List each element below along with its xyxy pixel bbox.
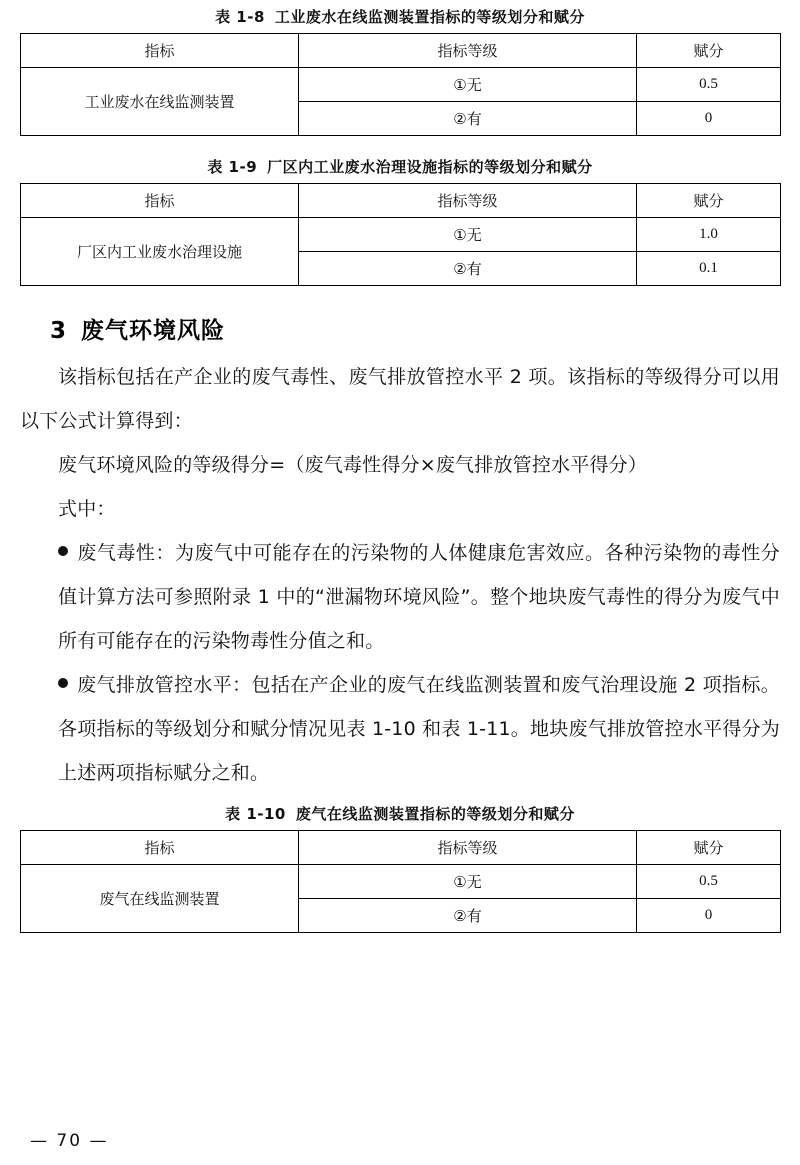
table-caption-1-8 bbox=[20, 6, 780, 27]
table-caption-text: 工业废水在线监测装置指标的等级划分和赋分 bbox=[274, 8, 585, 26]
header-score: 赋分 bbox=[637, 831, 781, 865]
bullet-text: 废气毒性：为废气中可能存在的污染物的人体健康危害效应。各种污染物的毒性分值计算方法可参照附录 1 中的“泄漏物环境风险”。整个地块废气毒性的得分为废气中所有可能存在的污染物毒性分值之和。 bbox=[58, 542, 780, 652]
row-label: 工业废水在线监测装置 bbox=[21, 68, 299, 136]
row-label: 厂区内工业废水治理设施 bbox=[21, 218, 299, 286]
score-value: 0.1 bbox=[637, 252, 781, 286]
table-caption-text: 厂区内工业废水治理设施指标的等级划分和赋分 bbox=[267, 158, 593, 176]
bullet-text: 废气排放管控水平：包括在产企业的废气在线监测装置和废气治理设施 2 项指标。各项指标的等级划分和赋分情况见表 1-10 和表 1-11。地块废气排放管控水平得分为上述两项指标赋分之和。 bbox=[58, 674, 780, 784]
header-level: 指标等级 bbox=[299, 184, 637, 218]
level-value: ①无 bbox=[299, 865, 637, 899]
score-value: 1.0 bbox=[637, 218, 781, 252]
score-value: 0.5 bbox=[637, 68, 781, 102]
level-value: ②有 bbox=[299, 899, 637, 933]
table-caption-1-10 bbox=[20, 803, 780, 824]
header-level: 指标等级 bbox=[299, 831, 637, 865]
paragraph-where: 式中： bbox=[58, 498, 116, 520]
header-indicator: 指标 bbox=[21, 184, 299, 218]
paragraph-bullet-toxicity bbox=[20, 531, 780, 663]
table-caption-number: 表 1-10 bbox=[225, 805, 286, 823]
section-heading bbox=[20, 312, 780, 345]
header-indicator: 指标 bbox=[21, 34, 299, 68]
section-number: 3 bbox=[50, 318, 68, 344]
section-title: 废气环境风险 bbox=[81, 318, 226, 344]
table-row bbox=[21, 865, 781, 899]
table-header-row bbox=[21, 184, 781, 218]
score-value: 0.5 bbox=[637, 865, 781, 899]
level-value: ②有 bbox=[299, 102, 637, 136]
table-caption-text: 废气在线监测装置指标的等级划分和赋分 bbox=[295, 805, 575, 823]
paragraph-formula: 废气环境风险的等级得分=（废气毒性得分×废气排放管控水平得分） bbox=[58, 454, 648, 476]
table-caption-number: 表 1-8 bbox=[215, 8, 265, 26]
table-header-row bbox=[21, 34, 781, 68]
level-value: ②有 bbox=[299, 252, 637, 286]
table-row bbox=[21, 68, 781, 102]
page-content bbox=[20, 0, 780, 933]
table-caption-number: 表 1-9 bbox=[207, 158, 258, 176]
header-score: 赋分 bbox=[637, 184, 781, 218]
bullet-dot-icon bbox=[58, 678, 68, 688]
score-value: 0 bbox=[637, 102, 781, 136]
table-1-9 bbox=[20, 183, 781, 286]
paragraph-bullet-control bbox=[20, 663, 780, 795]
table-caption-1-9 bbox=[20, 156, 780, 177]
table-header-row bbox=[21, 831, 781, 865]
table-1-8 bbox=[20, 33, 781, 136]
level-value: ①无 bbox=[299, 68, 637, 102]
bullet-dot-icon bbox=[58, 546, 68, 556]
header-level: 指标等级 bbox=[299, 34, 637, 68]
page-footer bbox=[0, 1131, 800, 1151]
paragraph-1: 该指标包括在产企业的废气毒性、废气排放管控水平 2 项。该指标的等级得分可以用以下公式计算得到： bbox=[20, 366, 780, 432]
level-value: ①无 bbox=[299, 218, 637, 252]
page-number: — 70 — bbox=[30, 1131, 109, 1151]
header-score: 赋分 bbox=[637, 34, 781, 68]
score-value: 0 bbox=[637, 899, 781, 933]
table-1-10 bbox=[20, 830, 781, 933]
row-label: 废气在线监测装置 bbox=[21, 865, 299, 933]
table-row bbox=[21, 218, 781, 252]
header-indicator: 指标 bbox=[21, 831, 299, 865]
